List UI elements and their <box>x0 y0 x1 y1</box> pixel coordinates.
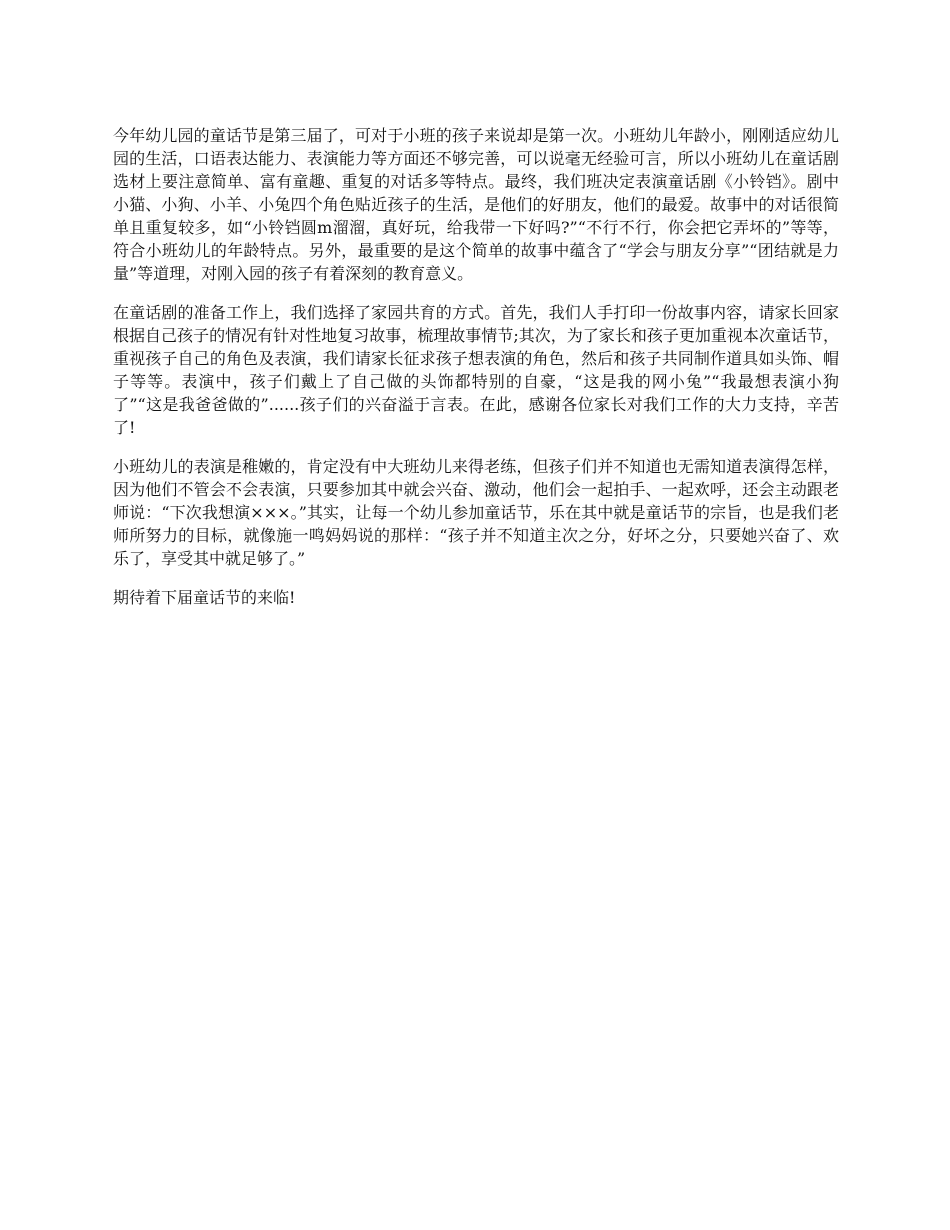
paragraph-2: 在童话剧的准备工作上，我们选择了家园共育的方式。首先，我们人手打印一份故事内容，请家长回家根据自己孩子的情况有针对性地复习故事，梳理故事情节;其次，为了家长和孩子更加重视本次童话节，重视孩子自己的角色及表演，我们请家长征求孩子想表演的角色，然后和孩子共同制作道具如头饰、帽子等等。表演中，孩子们戴上了自己做的头饰都特别的自豪，“这是我的网小兔”“我最想表演小狗了”“这是我爸爸做的”......孩子们的兴奋溢于言表。在此，感谢各位家长对我们工作的大力支持，辛苦了! <box>113 303 839 437</box>
paragraph-1: 今年幼儿园的童话节是第三届了，可对于小班的孩子来说却是第一次。小班幼儿年龄小，刚刚适应幼儿园的生活，口语表达能力、表演能力等方面还不够完善，可以说毫无经验可言，所以小班幼儿在童话剧选材上要注意简单、富有童趣、重复的对话多等特点。最终，我们班决定表演童话剧《小铃铛》。剧中小猫、小狗、小羊、小兔四个角色贴近孩子的生活，是他们的好朋友，他们的最爱。故事中的对话很简单且重复较多，如“小铃铛圆m溜溜，真好玩，给我带一下好吗?”“不行不行，你会把它弄坏的”等等，符合小班幼儿的年龄特点。另外，最重要的是这个简单的故事中蕴含了“学会与朋友分享”“团结就是力量”等道理，对刚入园的孩子有着深刻的教育意义。 <box>113 126 839 283</box>
paragraph-4: 期待着下届童话节的来临! <box>113 588 296 607</box>
paragraph-3: 小班幼儿的表演是稚嫩的，肯定没有中大班幼儿来得老练，但孩子们并不知道也无需知道表演得怎样，因为他们不管会不会表演，只要参加其中就会兴奋、激动，他们会一起拍手、一起欢呼，还会主动跟老师说：“下次我想演×××。”其实，让每一个幼儿参加童话节，乐在其中就是童话节的宗旨，也是我们老师所努力的目标，就像施一鸣妈妈说的那样：“孩子并不知道主次之分，好坏之分，只要她兴奋了、欢乐了，享受其中就足够了。” <box>113 457 839 568</box>
document-page <box>113 124 839 625</box>
